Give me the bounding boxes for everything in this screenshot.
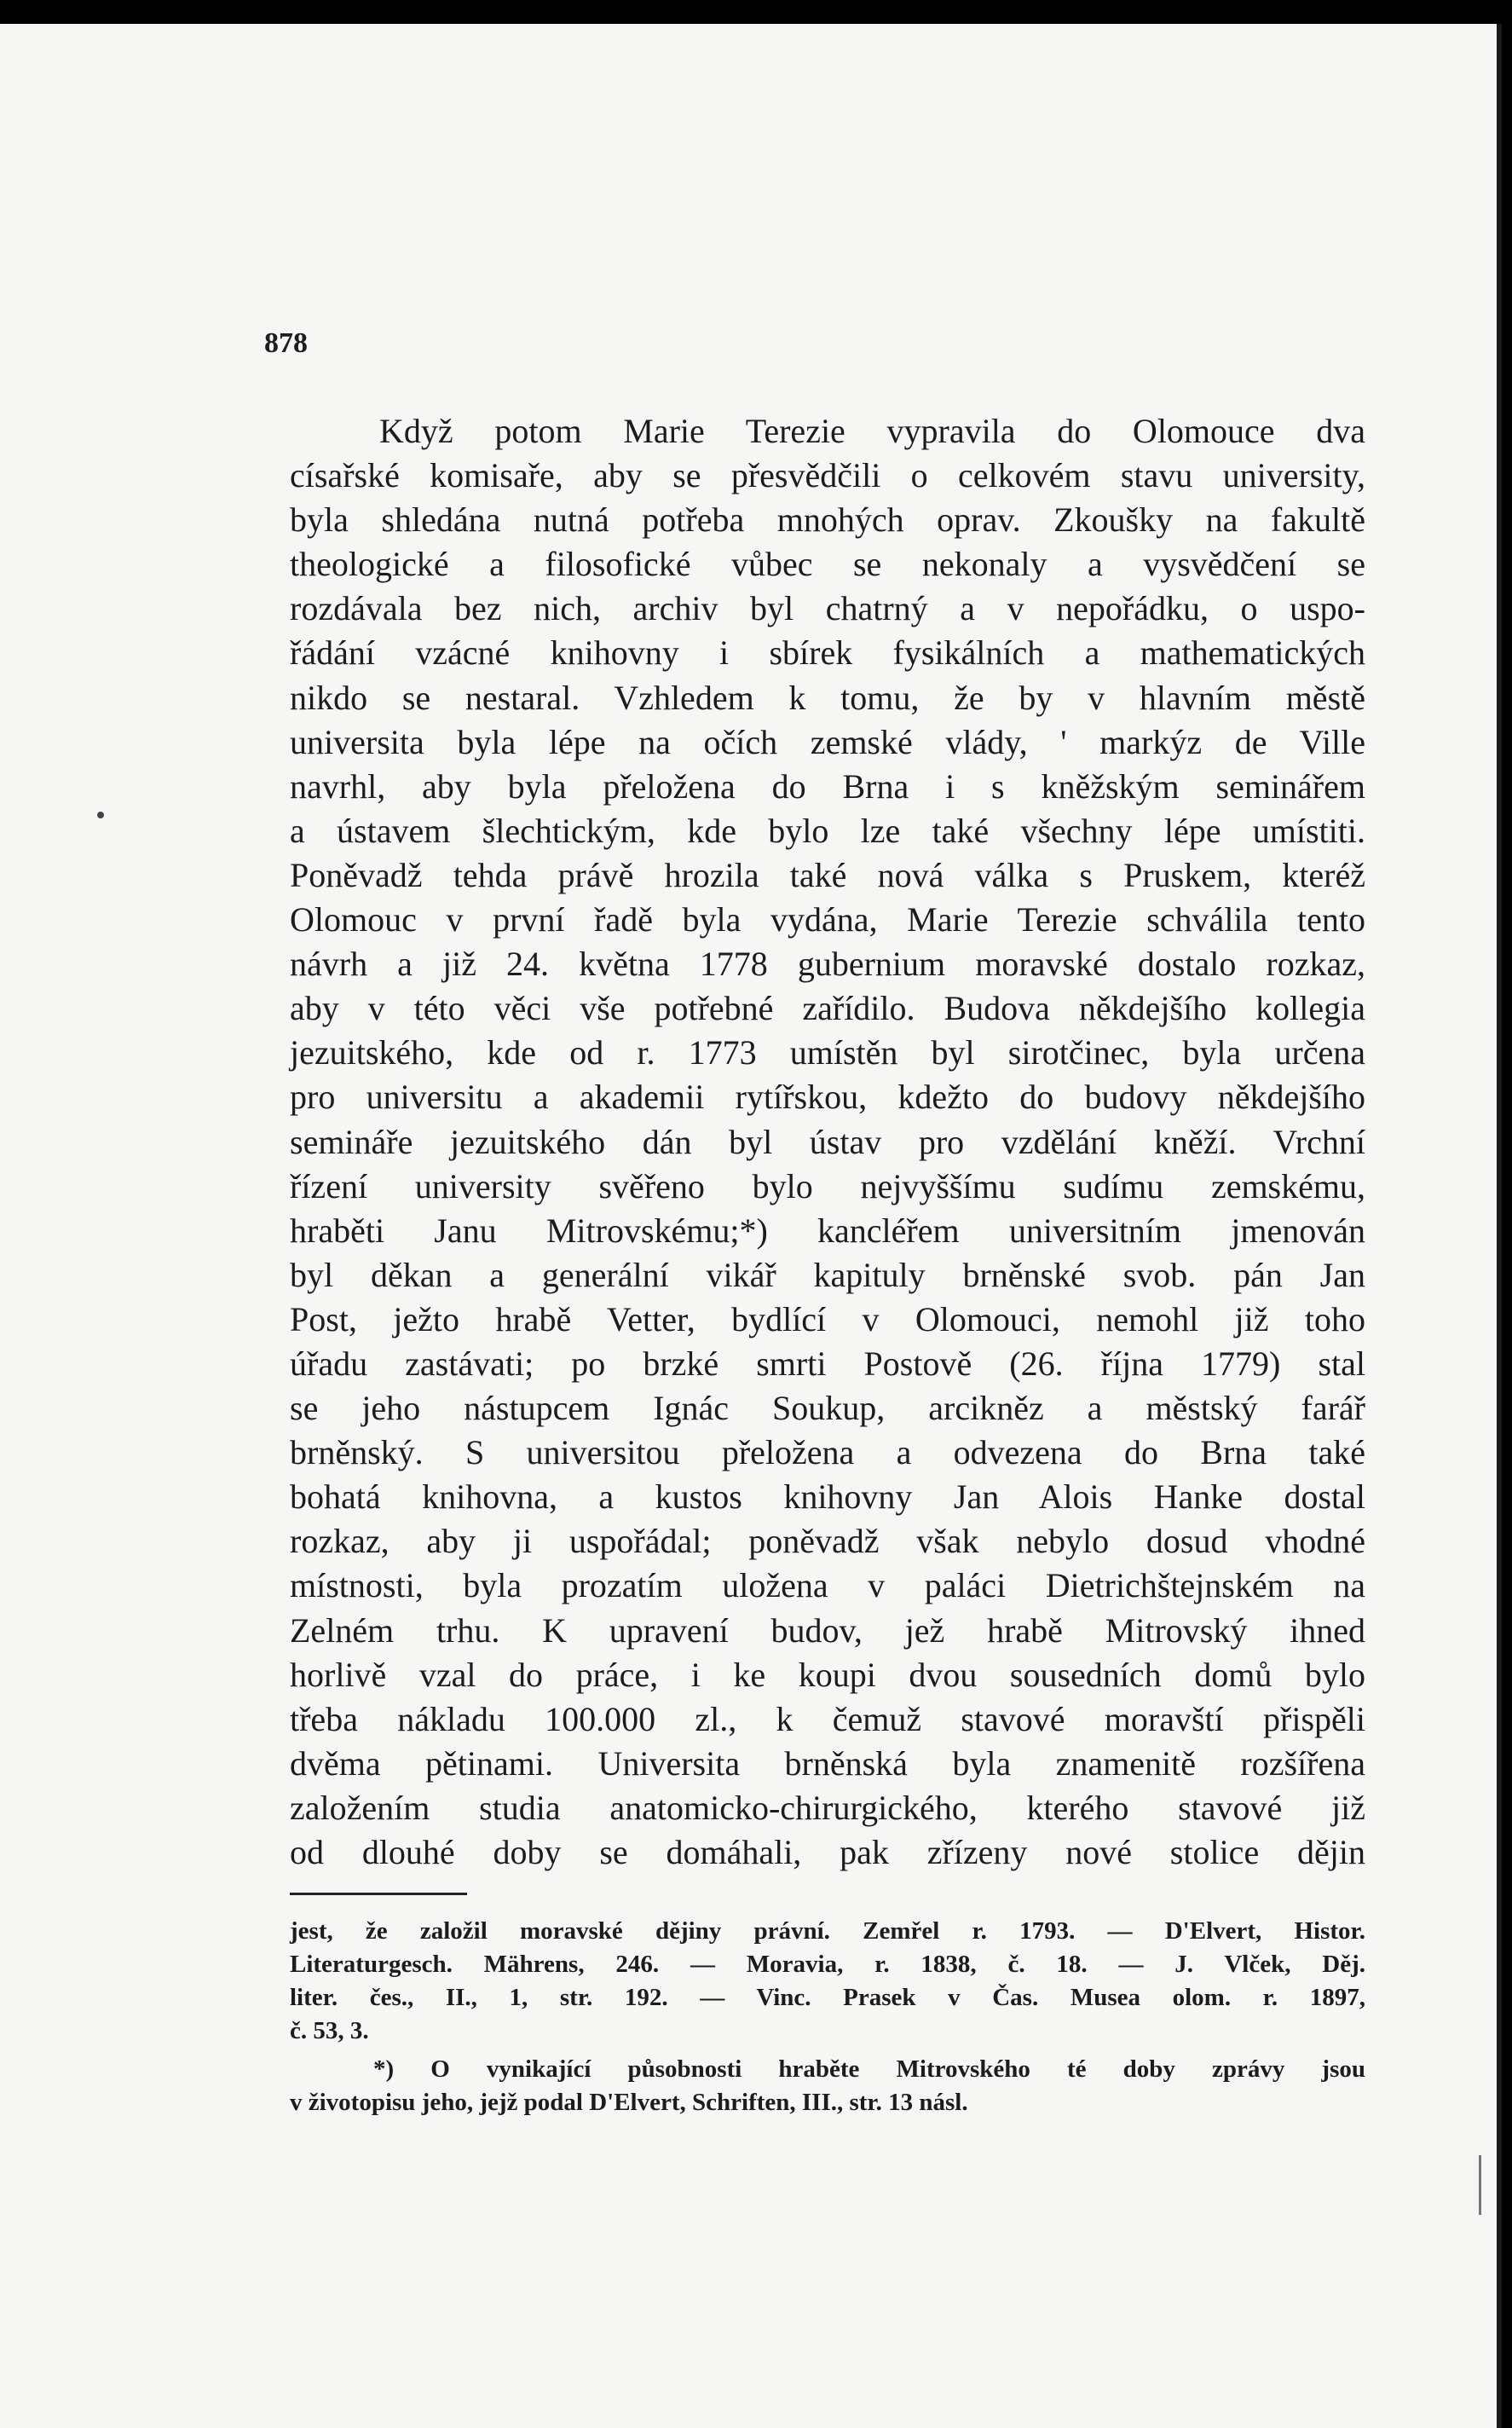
footnote-line: Literaturgesch. Mährens, 246. — Moravia, r. 1838, č. 18. — J. Vlček, Děj. xyxy=(290,1951,1365,1978)
text-line: třeba nákladu 100.000 zl., k čemuž stavové moravští přispěli xyxy=(290,1699,1365,1738)
footnote-line: jest, že založil moravské dějiny právní. Zemřel r. 1793. — D'Elvert, Histor. xyxy=(290,1917,1365,1945)
text-line: nikdo se nestaral. Vzhledem k tomu, že by v hlavním městě xyxy=(290,678,1365,717)
scan-speck xyxy=(97,812,104,818)
scanned-page xyxy=(0,24,1502,2428)
text-line: jezuitského, kde od r. 1773 umístěn byl sirotčinec, byla určena xyxy=(290,1033,1365,1072)
body-paragraph xyxy=(290,409,1365,1875)
scan-edge-mark xyxy=(1479,2155,1481,2215)
footnote-line: č. 53, 3. xyxy=(290,2017,369,2044)
text-line: místnosti, byla prozatím uložena v paláci Dietrichštejnském na xyxy=(290,1566,1365,1605)
text-line: Zelném trhu. K upravení budov, jež hrabě Mitrovský ihned xyxy=(290,1610,1365,1650)
text-line: pro universitu a akademii rytířskou, kdežto do budovy někdejšího xyxy=(290,1078,1365,1117)
text-line: universita byla lépe na očích zemské vlády, ' markýz de Ville xyxy=(290,722,1365,761)
footnote-line: liter. čes., II., 1, str. 192. — Vinc. Prasek v Čas. Musea olom. r. 1897, xyxy=(290,1984,1365,2011)
text-line: řízení university svěřeno bylo nejvyššímu sudímu zemskému, xyxy=(290,1166,1365,1205)
text-line: založením studia anatomicko-chirurgického, kterého stavové již xyxy=(290,1788,1365,1827)
page-number: 878 xyxy=(264,327,308,359)
text-line: rozdávala bez nich, archiv byl chatrný a v nepořádku, o uspo- xyxy=(290,589,1365,628)
text-line: Olomouc v první řadě byla vydána, Marie Terezie schválila tento xyxy=(290,900,1365,939)
footnote-separator xyxy=(290,1893,467,1895)
text-line: řádání vzácné knihovny i sbírek fysikálních a mathematických xyxy=(290,633,1365,673)
text-line: hraběti Janu Mitrovskému;*) kancléřem universitním jmenován xyxy=(290,1211,1365,1250)
text-line: Když potom Marie Terezie vypravila do Olomouce dva xyxy=(379,412,1365,450)
text-line: horlivě vzal do práce, i ke koupi dvou sousedních domů bylo xyxy=(290,1655,1365,1694)
footnotes xyxy=(290,1915,1365,2119)
text-line: úřadu zastávati; po brzké smrti Postově (26. října 1779) stal xyxy=(290,1344,1365,1383)
text-line: bohatá knihovna, a kustos knihovny Jan Alois Hanke dostal xyxy=(290,1477,1365,1517)
text-line: dvěma pětinami. Universita brněnská byla znamenitě rozšířena xyxy=(290,1743,1365,1783)
text-line: rozkaz, aby ji uspořádal; poněvadž však nebylo dosud vhodné xyxy=(290,1522,1365,1561)
text-line: byla shledána nutná potřeba mnohých oprav. Zkoušky na fakultě xyxy=(290,500,1365,540)
text-line: návrh a již 24. května 1778 gubernium moravské dostalo rozkaz, xyxy=(290,945,1365,984)
footnote-line: *) O vynikající působnosti hraběte Mitrovského té doby zprávy jsou xyxy=(373,2055,1365,2083)
text-line: navrhl, aby byla přeložena do Brna i s kněžským seminářem xyxy=(290,766,1365,806)
footnote-line: v životopisu jeho, jejž podal D'Elvert, Schriften, III., str. 13 násl. xyxy=(290,2089,968,2116)
text-line: se jeho nástupcem Ignác Soukup, arcikněz a městský farář xyxy=(290,1389,1365,1428)
text-line: císařské komisaře, aby se přesvědčili o celkovém stavu university, xyxy=(290,456,1365,495)
text-line: od dlouhé doby se domáhali, pak zřízeny nové stolice dějin xyxy=(290,1833,1365,1871)
text-line: a ústavem šlechtickým, kde bylo lze také všechny lépe umístiti. xyxy=(290,811,1365,850)
text-line: theologické a filosofické vůbec se nekonaly a vysvědčení se xyxy=(290,545,1365,584)
text-line: Poněvadž tehda právě hrozila také nová válka s Pruskem, kteréž xyxy=(290,855,1365,894)
text-line: brněnský. S universitou přeložena a odvezena do Brna také xyxy=(290,1433,1365,1472)
text-line: semináře jezuitského dán byl ústav pro vzdělání kněží. Vrchní xyxy=(290,1122,1365,1161)
text-line: aby v této věci vše potřebné zařídilo. Budova někdejšího kollegia xyxy=(290,989,1365,1028)
text-line: byl děkan a generální vikář kapituly brněnské svob. pán Jan xyxy=(290,1255,1365,1294)
text-line: Post, ježto hrabě Vetter, bydlící v Olomouci, nemohl již toho xyxy=(290,1299,1365,1338)
